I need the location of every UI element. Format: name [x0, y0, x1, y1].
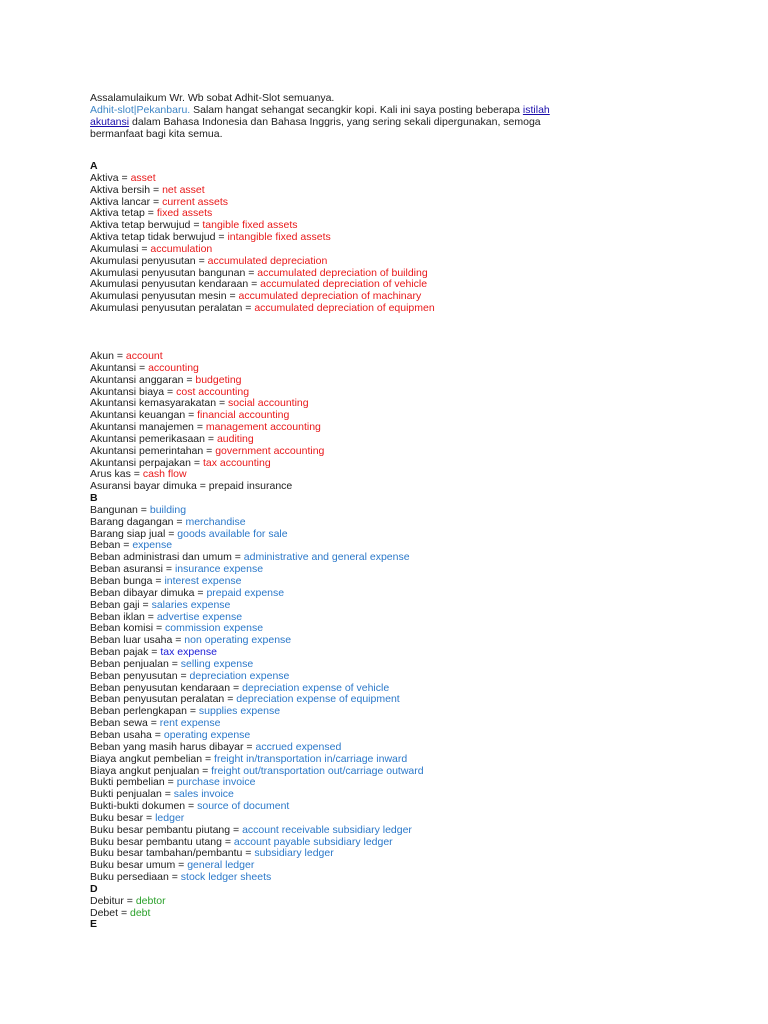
english-term: net asset — [162, 183, 205, 196]
equals-sign: = — [194, 586, 207, 599]
english-term: rent expense — [159, 717, 221, 730]
equals-sign: = — [118, 906, 130, 919]
english-term: general ledger — [187, 859, 255, 872]
indonesian-term: Beban yang masih harus dibayar — [90, 740, 244, 753]
indonesian-term: Akumulasi penyusutan mesin — [90, 290, 227, 303]
equals-sign: = — [193, 421, 206, 434]
indonesian-term: Beban penjualan — [90, 657, 169, 670]
equals-sign: = — [231, 551, 244, 564]
indonesian-term: Barang siap jual — [90, 527, 166, 540]
equals-sign: = — [186, 705, 199, 718]
english-term: accumulated depreciation of vehicle — [260, 278, 428, 291]
english-term: ledger — [155, 811, 185, 824]
english-term: tangible fixed assets — [202, 219, 298, 232]
english-term: prepaid insurance — [208, 480, 293, 493]
english-term: commission expense — [165, 622, 264, 635]
english-term: depreciation expense of vehicle — [242, 681, 390, 694]
equals-sign: = — [245, 266, 258, 279]
glossary-entry — [90, 908, 590, 920]
indonesian-term: Barang dagangan — [90, 515, 174, 528]
indonesian-term: Beban penyusutan kendaraan — [90, 681, 231, 694]
equals-sign: = — [144, 207, 157, 220]
indonesian-term: Akuntansi kemasyarakatan — [90, 397, 217, 410]
indonesian-term: Akumulasi penyusutan peralatan — [90, 302, 243, 315]
glossary-entry — [90, 481, 590, 493]
equals-sign: = — [123, 894, 136, 907]
english-term: purchase invoice — [176, 776, 256, 789]
equals-sign: = — [168, 657, 181, 670]
english-term: social accounting — [228, 397, 309, 410]
equals-sign: = — [120, 539, 133, 552]
section-letter-a: A — [90, 160, 98, 172]
indonesian-term: Akun — [90, 349, 114, 362]
indonesian-term: Beban gaji — [90, 598, 140, 611]
indonesian-term: Aktiva lancar — [90, 195, 151, 208]
equals-sign: = — [226, 290, 239, 303]
english-term: supplies expense — [198, 705, 281, 718]
intro-text-after-link: dalam Bahasa Indonesia dan Bahasa Inggris, yang sering sekali dipergunakan, semoga bermanfaat bagi kita semua. — [90, 116, 541, 140]
indonesian-term: Biaya angkut pembelian — [90, 752, 203, 765]
equals-sign: = — [150, 183, 163, 196]
english-term: government accounting — [215, 444, 325, 457]
indonesian-term: Akuntansi — [90, 361, 137, 374]
english-term: accumulated depreciation of machinary — [238, 290, 422, 303]
document-body — [90, 92, 590, 931]
indonesian-term: Buku besar pembantu piutang — [90, 823, 231, 836]
english-term: salaries expense — [151, 598, 231, 611]
indonesian-term: Aktiva tetap tidak berwujud — [90, 231, 216, 244]
indonesian-term: Beban perlengkapan — [90, 705, 187, 718]
greeting-line: Assalamulaikum Wr. Wb sobat Adhit-Slot semuanya. — [90, 92, 335, 104]
equals-sign: = — [195, 254, 208, 267]
equals-sign: = — [118, 171, 131, 184]
english-term: insurance expense — [174, 563, 264, 576]
glossary-entry — [90, 872, 590, 884]
equals-sign: = — [136, 361, 149, 374]
indonesian-term: Beban komisi — [90, 622, 154, 635]
equals-sign: = — [137, 503, 150, 516]
indonesian-term: Bukti penjualan — [90, 788, 162, 801]
section-letter-d: D — [90, 882, 98, 895]
equals-sign: = — [196, 480, 209, 493]
glossary-entry — [90, 303, 590, 315]
english-term: current assets — [162, 195, 229, 208]
indonesian-term: Beban — [90, 539, 121, 552]
indonesian-term: Beban iklan — [90, 610, 145, 623]
english-term: administrative and general expense — [243, 551, 410, 564]
equals-sign: = — [221, 835, 234, 848]
indonesian-term: Beban bunga — [90, 575, 153, 587]
english-term: debtor — [135, 894, 166, 907]
english-term: depreciation expense of equipment — [236, 693, 400, 706]
indonesian-term: Beban penyusutan peralatan — [90, 693, 225, 706]
equals-sign: = — [151, 728, 164, 741]
indonesian-term: Aktiva tetap — [90, 207, 145, 220]
equals-sign: = — [185, 800, 198, 813]
equals-sign: = — [242, 847, 255, 860]
english-term: merchandise — [185, 515, 246, 528]
english-term: account receivable subsidiary ledger — [242, 823, 412, 836]
indonesian-term: Debet — [90, 906, 119, 919]
equals-sign: = — [130, 468, 143, 481]
english-term: account — [125, 349, 163, 362]
equals-sign: = — [153, 622, 165, 635]
english-term: accumulated depreciation of equipmen — [254, 302, 435, 315]
english-term: sales invoice — [173, 788, 234, 801]
indonesian-term: Arus kas — [90, 468, 131, 481]
indonesian-term: Beban penyusutan — [90, 669, 178, 682]
english-term: account payable subsidiary ledger — [233, 835, 393, 848]
english-term: tax accounting — [202, 456, 271, 469]
english-term: cash flow — [142, 468, 187, 481]
english-term: tax expense — [160, 646, 217, 659]
equals-sign: = — [224, 693, 237, 706]
indonesian-term: Beban luar usaha — [90, 634, 173, 647]
equals-sign: = — [143, 811, 156, 824]
equals-sign: = — [183, 373, 196, 386]
equals-sign: = — [148, 646, 161, 659]
site-name: Adhit-slot|Pekanbaru. — [90, 104, 191, 116]
indonesian-term: Buku besar tambahan/pembantu — [90, 847, 243, 860]
indonesian-term: Akumulasi penyusutan bangunan — [90, 266, 246, 279]
english-term: freight in/transportation in/carriage inward — [214, 752, 408, 765]
equals-sign: = — [177, 669, 190, 682]
equals-sign: = — [242, 302, 255, 315]
english-term: intangible fixed assets — [227, 231, 331, 244]
indonesian-term: Akuntansi biaya — [90, 385, 165, 398]
indonesian-term: Akumulasi penyusutan kendaraan — [90, 278, 249, 291]
intro-paragraph — [90, 92, 590, 140]
section-spacer — [90, 315, 590, 351]
equals-sign: = — [230, 823, 243, 836]
english-term: prepaid expense — [206, 586, 285, 599]
english-term: advertise expense — [156, 610, 243, 623]
indonesian-term: Beban sewa — [90, 717, 148, 730]
equals-sign: = — [173, 515, 186, 528]
indonesian-term: Beban pajak — [90, 646, 149, 659]
intro-text — [90, 104, 590, 140]
indonesian-term: Beban dibayar dimuka — [90, 586, 195, 599]
equals-sign: = — [175, 859, 188, 872]
equals-sign: = — [203, 444, 216, 457]
english-term: cost accounting — [176, 385, 250, 398]
english-term: budgeting — [195, 373, 242, 386]
english-term: management accounting — [205, 421, 321, 434]
indonesian-term: Aktiva — [90, 171, 119, 184]
equals-sign: = — [162, 563, 175, 576]
english-term: freight out/transportation out/carriage outward — [211, 764, 424, 777]
indonesian-term: Akuntansi perpajakan — [90, 456, 191, 469]
equals-sign: = — [150, 195, 163, 208]
english-term: depreciation expense — [189, 669, 290, 682]
indonesian-term: Akuntansi anggaran — [90, 373, 184, 386]
english-term: subsidiary ledger — [254, 847, 334, 860]
english-term: accounting — [148, 361, 199, 374]
english-term: expense — [132, 539, 173, 552]
indonesian-term: Akumulasi — [90, 242, 139, 255]
english-term: auditing — [216, 432, 254, 445]
equals-sign: = — [161, 788, 174, 801]
english-term: debt — [130, 906, 151, 919]
equals-sign: = — [139, 598, 152, 611]
equals-sign: = — [138, 242, 151, 255]
glossary-entry — [90, 896, 590, 908]
equals-sign: = — [215, 231, 228, 244]
english-term: non operating expense — [184, 634, 292, 647]
english-term: asset — [130, 171, 156, 184]
equals-sign: = — [190, 219, 203, 232]
equals-sign: = — [144, 610, 157, 623]
indonesian-term: Aktiva tetap berwujud — [90, 219, 191, 232]
english-term: source of document — [197, 800, 290, 813]
equals-sign: = — [230, 681, 243, 694]
equals-sign: = — [164, 776, 177, 789]
english-term: accumulated depreciation — [207, 254, 328, 267]
intro-text-before-link: Salam hangat sehangat secangkir kopi. Kali ini saya posting beberapa — [190, 104, 523, 116]
english-term: selling expense — [180, 657, 254, 670]
indonesian-term: Buku besar pembantu utang — [90, 835, 222, 848]
indonesian-term: Akumulasi penyusutan — [90, 254, 196, 267]
indonesian-term: Asuransi bayar dimuka — [90, 480, 197, 493]
equals-sign: = — [248, 278, 261, 291]
equals-sign: = — [199, 764, 212, 777]
english-term: financial accounting — [197, 409, 290, 422]
equals-sign: = — [172, 634, 185, 647]
indonesian-term: Akuntansi pemerintahan — [90, 444, 204, 457]
equals-sign: = — [164, 385, 177, 398]
english-term: stock ledger sheets — [180, 871, 272, 884]
indonesian-term: Bukti pembelian — [90, 776, 165, 789]
indonesian-term: Beban asuransi — [90, 563, 163, 576]
english-term: fixed assets — [156, 207, 213, 220]
indonesian-term: Akuntansi manajemen — [90, 421, 194, 434]
indonesian-term: Buku persediaan — [90, 871, 169, 884]
section-letter-b: B — [90, 492, 98, 505]
equals-sign: = — [191, 456, 203, 469]
equals-sign: = — [185, 409, 198, 422]
istilah-akutansi-link[interactable]: istilah akutansi — [90, 104, 550, 128]
english-term: accrued expensed — [255, 740, 342, 753]
equals-sign: = — [147, 717, 160, 730]
english-term: accumulated depreciation of building — [257, 266, 428, 279]
indonesian-term: Aktiva bersih — [90, 183, 151, 196]
indonesian-term: Buku besar umum — [90, 859, 176, 872]
equals-sign: = — [168, 871, 181, 884]
indonesian-term: Bangunan — [90, 503, 138, 516]
equals-sign: = — [202, 752, 215, 765]
indonesian-term: Beban usaha — [90, 728, 152, 741]
indonesian-term: Biaya angkut penjualan — [90, 764, 200, 777]
equals-sign: = — [204, 432, 217, 445]
equals-sign: = — [113, 349, 126, 362]
english-term: operating expense — [163, 728, 251, 741]
indonesian-term: Debitur — [90, 894, 124, 907]
english-term: goods available for sale — [177, 527, 288, 540]
english-term: interest expense — [164, 575, 242, 587]
indonesian-term: Buku besar — [90, 811, 144, 824]
glossary — [90, 161, 590, 931]
indonesian-term: Bukti-bukti dokumen — [90, 800, 186, 813]
equals-sign: = — [216, 397, 229, 410]
equals-sign: = — [165, 527, 178, 540]
equals-sign: = — [152, 575, 165, 587]
indonesian-term: Akuntansi keuangan — [90, 409, 186, 422]
indonesian-term: Akuntansi pemerikasaan — [90, 432, 205, 445]
section-letter-e: E — [90, 918, 98, 931]
english-term: accumulation — [150, 242, 213, 255]
indonesian-term: Beban administrasi dan umum — [90, 551, 232, 564]
english-term: building — [149, 503, 187, 516]
equals-sign: = — [243, 740, 256, 753]
